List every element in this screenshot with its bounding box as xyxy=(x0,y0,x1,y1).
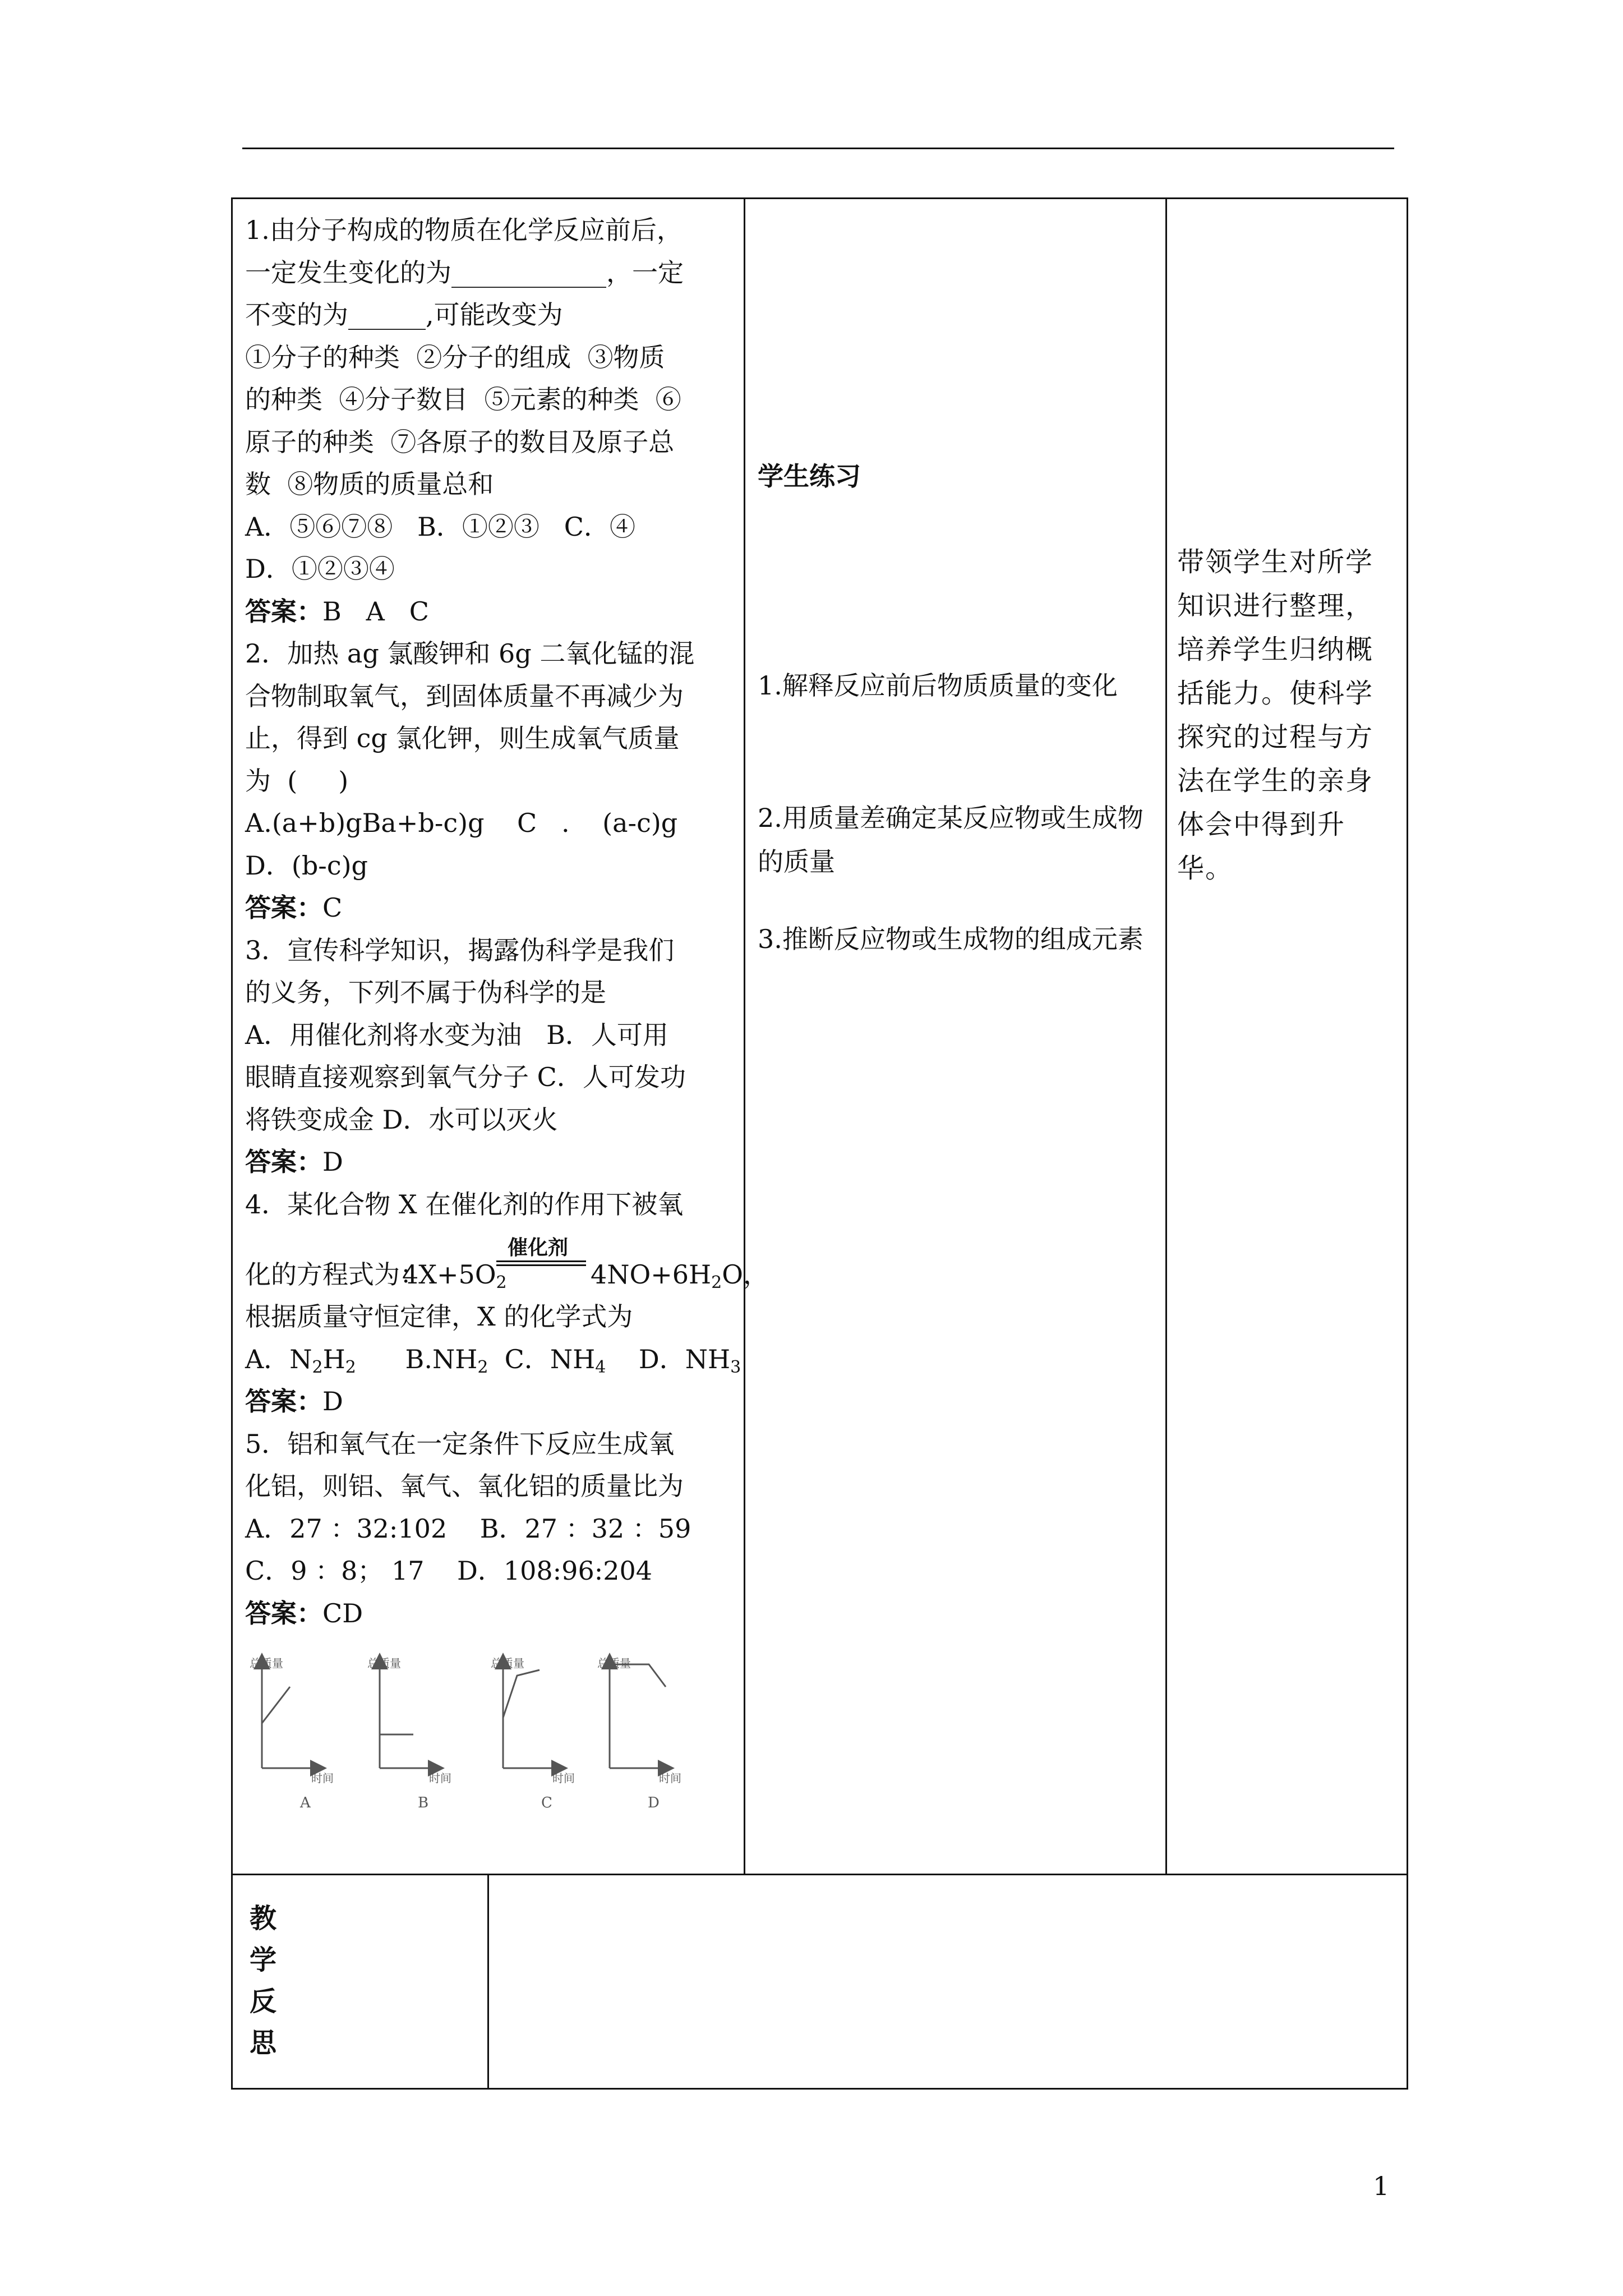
answer-value: D xyxy=(322,1147,343,1177)
equals-sign xyxy=(496,1260,586,1266)
q3-line: 眼睛直接观察到氧气分子 C．人可发功 xyxy=(245,1062,686,1092)
graph-c-label: C xyxy=(541,1795,552,1811)
answer-value: B A C xyxy=(322,596,429,627)
page-number: 1 xyxy=(1373,2171,1390,2201)
answer-label: 答案： xyxy=(245,1598,322,1628)
q2-line: 止，得到 cg 氯化钾，则生成氧气质量 xyxy=(245,723,680,753)
q2-line: A.(a+b)gBa+b-c)g C . (a-c)g xyxy=(245,808,678,838)
graph-c-ylabel: 总质量 xyxy=(491,1657,524,1670)
reflection-label-char: 反 xyxy=(250,1986,277,2017)
graph-a-ylabel: 总质量 xyxy=(250,1657,283,1670)
practice-item-3: 3.推断反应物或生成物的组成元素 xyxy=(758,924,1144,954)
equation-prefix: 化的方程式为： xyxy=(245,1259,426,1290)
q2-answer xyxy=(245,887,731,930)
graph-a-label: A xyxy=(300,1795,311,1811)
graph-b-ylabel: 总质量 xyxy=(367,1657,401,1670)
student-practice-title: 学生练习 xyxy=(758,461,861,491)
q5-line: A．27 ：32:102 B．27 ：32 ：59 xyxy=(245,1513,691,1544)
reflection-row xyxy=(232,1875,1408,2089)
answer-value: C xyxy=(322,892,343,923)
mass-time-graphs xyxy=(245,1645,727,1813)
answer-value: CD xyxy=(322,1598,363,1628)
answer-label: 答案： xyxy=(245,1386,322,1416)
equation-right: $4NO+6H_2O$， xyxy=(591,1259,769,1292)
q4-line: 根据质量守恒定律，X 的化学式为 xyxy=(245,1301,633,1332)
exercise-row xyxy=(232,199,1408,1875)
q5-line: 5．铝和氧气在一定条件下反应生成氧 xyxy=(245,1428,675,1459)
q3-line: 的义务，下列不属于伪科学的是 xyxy=(245,977,606,1007)
q2-line: 合物制取氧气，到固体质量不再减少为 xyxy=(245,680,684,711)
teaching-intent-text: 带领学生对所学知识进行整理，培养学生归纳概括能力。使科学探究的过程与方法在学生的亲身体会中得到升华。 xyxy=(1177,546,1374,884)
reflection-content-cell xyxy=(488,1875,1408,2089)
graph-d-xlabel: 时间 xyxy=(659,1772,681,1785)
answer-label: 答案： xyxy=(245,892,322,923)
q4-equation xyxy=(245,1226,769,1296)
graph-c-xlabel: 时间 xyxy=(552,1772,575,1785)
question-4 xyxy=(245,1184,769,1423)
graph-a-xlabel: 时间 xyxy=(311,1772,334,1785)
q4-options: A．$N_2H_2$ $B.NH_2$ C．$NH_4$ D．$NH_3$ xyxy=(245,1343,741,1377)
graph-b-label: B xyxy=(418,1795,429,1811)
reflection-label-char: 学 xyxy=(250,1944,277,1976)
question-5 xyxy=(245,1423,731,1635)
q2-line: D．(b-c)g xyxy=(245,850,368,881)
question-2 xyxy=(245,633,731,930)
q5-answer xyxy=(245,1593,731,1635)
graph-c xyxy=(503,1656,565,1768)
graph-b-xlabel: 时间 xyxy=(429,1772,451,1785)
answer-label: 答案： xyxy=(245,596,322,627)
questions-cell xyxy=(232,199,769,1875)
q3-answer xyxy=(245,1141,731,1184)
q1-line: A．⑤⑥⑦⑧ B．①②③ C．④ xyxy=(245,511,635,542)
q1-line: ①分子的种类 ②分子的组成 ③物质 xyxy=(245,342,665,372)
question-3 xyxy=(245,930,731,1184)
student-practice-cell xyxy=(745,199,1166,1875)
q1-line: 不变的为______,可能改变为 xyxy=(245,300,563,330)
graph-a xyxy=(262,1656,324,1768)
q1-line: 数 ⑧物质的质量总和 xyxy=(245,469,494,499)
q4-answer xyxy=(245,1381,731,1423)
q3-line: 将铁变成金 D．水可以灭火 xyxy=(245,1104,558,1135)
reflection-label-char: 教 xyxy=(250,1903,277,1934)
q4-line: 4．某化合物 X 在催化剂的作用下被氧 xyxy=(245,1189,684,1220)
answer-label: 答案： xyxy=(245,1147,322,1177)
graph-d-ylabel: 总质量 xyxy=(597,1657,631,1670)
graph-d-label: D xyxy=(648,1795,660,1811)
q5-line: C．9 ：8； 17 D．108:96:204 xyxy=(245,1556,653,1586)
answer-value: D xyxy=(322,1386,343,1416)
q2-line: 为 ( ) xyxy=(245,765,349,796)
intent-cell xyxy=(1166,199,1408,1875)
q1-line: 的种类 ④分子数目 ⑤元素的种类 ⑥ xyxy=(245,384,681,415)
reflection-label-cell xyxy=(232,1875,488,2089)
practice-item-2: 2.用质量差确定某反应物或生成物的质量 xyxy=(758,803,1144,877)
reflection-label-char: 思 xyxy=(250,2027,277,2059)
q1-line: D．①②③④ xyxy=(245,554,395,584)
q1-line: 一定发生变化的为____________，一定 xyxy=(245,257,684,288)
lesson-table xyxy=(231,197,1408,2090)
q2-line: 2．加热 ag 氯酸钾和 6g 二氧化锰的混 xyxy=(245,638,695,669)
practice-item-1: 1.解释反应前后物质质量的变化 xyxy=(758,670,1118,701)
q3-line: A．用催化剂将水变为油 B．人可用 xyxy=(245,1019,668,1050)
catalyst-label: 催化剂 xyxy=(508,1236,569,1259)
graph-b xyxy=(380,1656,441,1768)
graph-d xyxy=(610,1656,671,1768)
q3-line: 3．宣传科学知识，揭露伪科学是我们 xyxy=(245,935,675,965)
question-1 xyxy=(245,209,731,633)
q5-line: 化铝，则铝、氧气、氧化铝的质量比为 xyxy=(245,1471,684,1501)
equation-left: $4X+5O_2$ xyxy=(402,1259,507,1292)
q1-line: 1.由分子构成的物质在化学反应前后， xyxy=(245,215,683,245)
q1-line: 原子的种类 ⑦各原子的数目及原子总 xyxy=(245,426,675,457)
header-rule xyxy=(242,148,1394,149)
q1-answer xyxy=(245,591,731,633)
